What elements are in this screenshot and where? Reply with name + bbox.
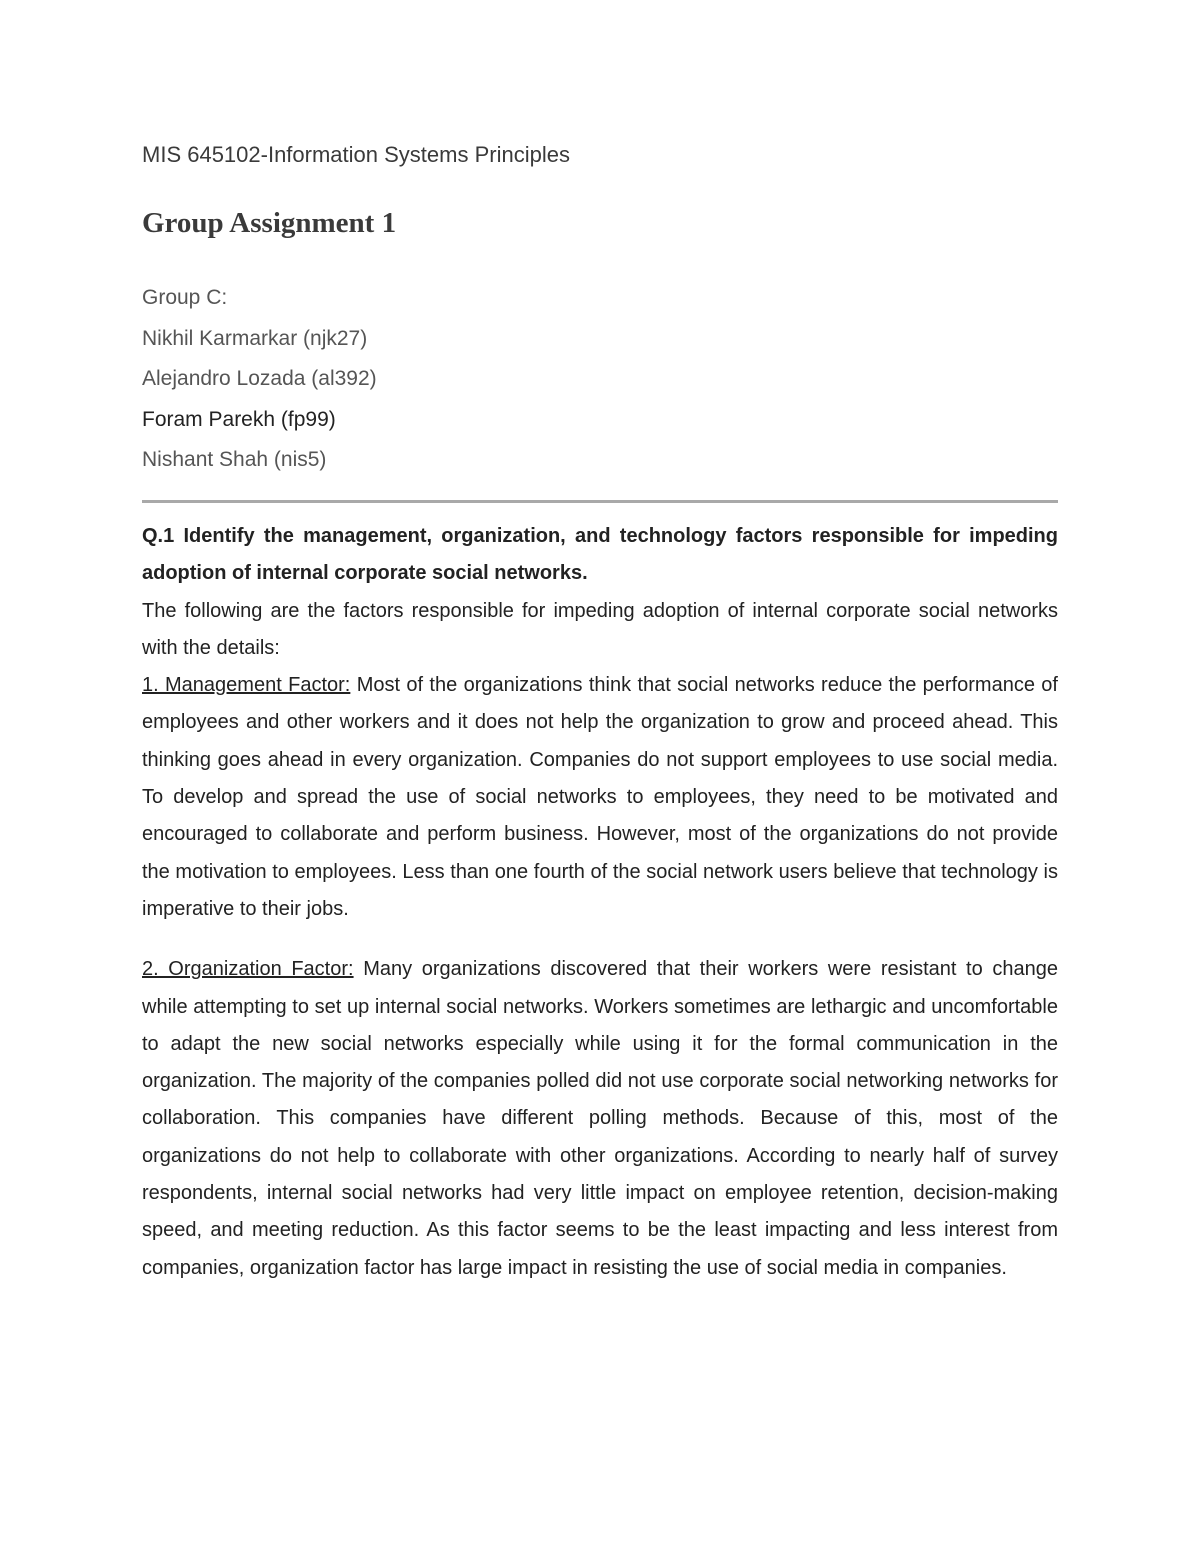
question-heading: Q.1 Identify the management, organization, and technology factors responsible for impeding adoption of internal corporate social networks. — [142, 525, 1058, 585]
factor-paragraph-organization — [142, 951, 1058, 1287]
course-title: MIS 645102-Information Systems Principles — [142, 142, 570, 167]
intro-paragraph: The following are the factors responsible for impeding adoption of internal corporate social networks with the details: — [142, 599, 1058, 659]
horizontal-divider — [142, 500, 1058, 503]
group-members — [142, 278, 377, 481]
assignment-title: Group Assignment 1 — [142, 207, 397, 239]
factor-text: Many organizations discovered that their workers were resistant to change while attempting to set up internal social networks. Workers sometimes are lethargic and uncomfortable to adapt the new social networks especially while using it for the formal communication in the organization. The majority of the companies polled did not use corporate social networking networks for collaboration. This companies have different polling methods. Because of this, most of the organizations do not help to collaborate with other organizations. According to nearly half of survey respondents, internal social networks had very little impact on employee retention, decision-making speed, and meeting reduction. As this factor seems to be the least impacting and less interest from companies, organization factor has large impact in resisting the use of social media in companies. — [142, 958, 1058, 1279]
answer-body — [142, 518, 1058, 1287]
factor-heading: 1. Management Factor: — [142, 674, 351, 697]
member-name: Nishant Shah (nis5) — [142, 448, 327, 471]
factor-text: Most of the organizations think that social networks reduce the performance of employees and other workers and it does not help the organization to grow and proceed ahead. This thinking goes ahead in every organization. Companies do not support employees to use social media. To develop and spread the use of social networks to employees, they need to be motivated and encouraged to collaborate and perform business. However, most of the organizations do not provide the motivation to employees. Less than one fourth of the social network users believe that technology is imperative to their jobs. — [142, 674, 1058, 920]
member-name: Foram Parekh (fp99) — [142, 407, 336, 431]
member-name: Nikhil Karmarkar (njk27) — [142, 326, 368, 350]
factor-paragraph-management — [142, 667, 1058, 928]
member-name: Alejandro Lozada (al392) — [142, 367, 377, 390]
factor-heading: 2. Organization Factor: — [142, 958, 354, 981]
group-label: Group C: — [142, 286, 228, 309]
